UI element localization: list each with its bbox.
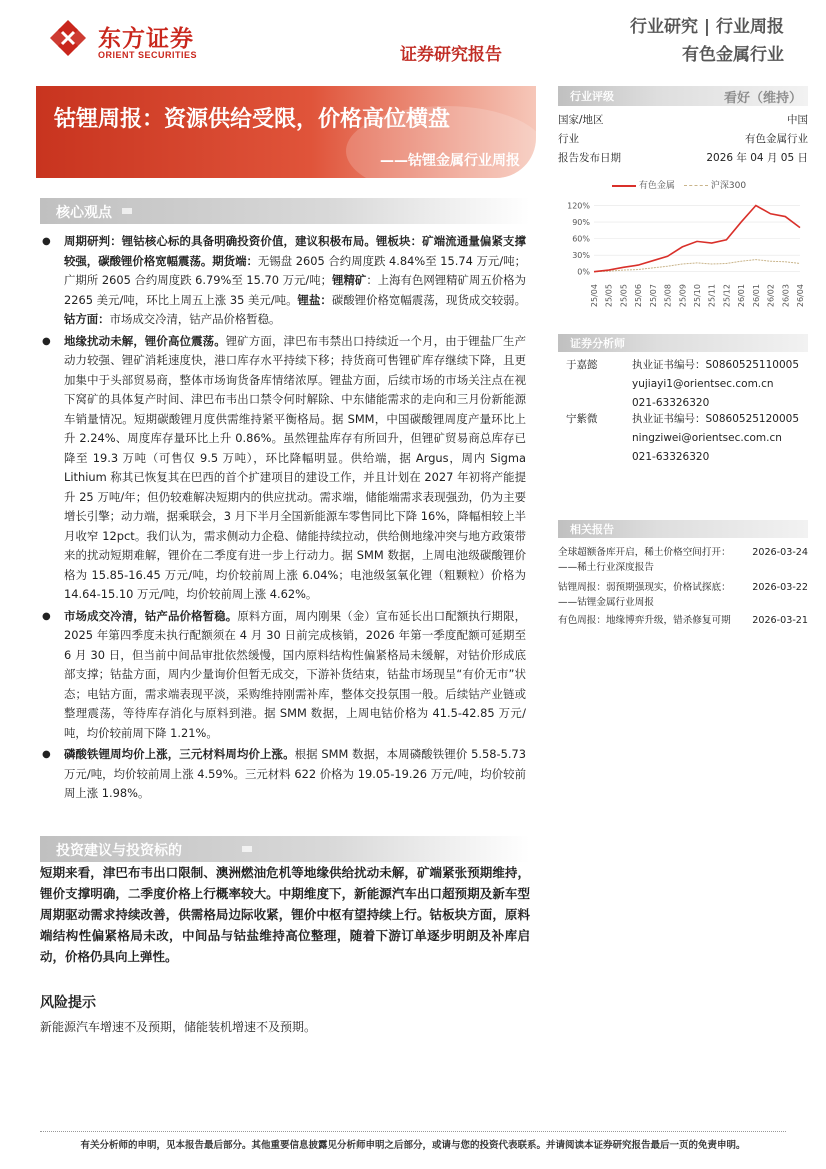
core-view-heading: 核心观点: [56, 205, 112, 221]
risk-text: 新能源汽车增速不及预期，储能装机增速不及预期。: [40, 1020, 317, 1034]
legend-swatch: [684, 185, 708, 186]
x-tick-label: 25/08: [663, 284, 673, 308]
x-tick-label: 26/02: [766, 284, 776, 308]
rating-bar: [558, 86, 808, 106]
heading-decoration: [242, 846, 252, 852]
rating-label: 行业评级: [570, 90, 614, 103]
performance-chart: [558, 194, 808, 324]
legend-item-nonferrous: [612, 178, 675, 191]
analyst-details: [632, 410, 799, 467]
x-tick-label: 26/01: [751, 284, 761, 308]
analyst-cert: 执业证书编号：S0860525120005: [632, 413, 800, 425]
x-tick-label: 25/05: [619, 284, 629, 308]
x-tick-label: 25/11: [707, 284, 717, 308]
analyst-name: 宁紫微: [566, 413, 598, 425]
x-tick-label: 25/09: [678, 284, 688, 308]
x-tick-label: 26/03: [781, 284, 791, 308]
bullet-lead: 钴方面：: [64, 312, 110, 326]
legend-item-hs300: [684, 178, 746, 191]
bullet-lead: 周期研判：锂钴核心标的具备明确投资价值，建议积极布局。锂板块：矿端流通量偏紧支撑较强，碳酸锂价格宽幅震荡。期货端：: [64, 234, 526, 268]
bullet-body: ：上海有色网锂精矿周五价格为 2265 美元/吨，环比上周五上涨 35 美元/吨。: [64, 273, 526, 307]
info-value: 有色金属行业: [745, 133, 808, 145]
heading-decoration: [122, 208, 132, 214]
series-line-hs300: [594, 260, 800, 272]
y-tick-label: 120%: [567, 201, 590, 211]
rating-value: 看好（维持）: [723, 91, 802, 106]
title-banner: [36, 86, 536, 178]
core-view-heading-bar: [40, 198, 530, 224]
legend-label: 有色金属: [638, 181, 675, 191]
document-type: 证券研究报告: [400, 45, 502, 65]
report-title: 钴锂周报：资源供给受限，价格高位横盘: [54, 107, 451, 132]
related-report[interactable]: [558, 613, 808, 628]
analyst-name: 于嘉懿: [566, 359, 598, 371]
x-tick-label: 25/07: [648, 284, 658, 308]
bullet-body: 锂矿方面，津巴布韦禁出口持续近一个月，由于锂盐厂生产动力较强、锂矿消耗速度快，港口库存水平持续下移；持货商可售锂矿库存继续下降，且更加集中于头部贸易商，整体市场询货备库情绪浓厚。锂盐方面，后续市场的市场关注点在视下窝矿的具体复产时间、津巴布韦出口禁令何时解除、中东储能需求的走向和三月份新能源车销量情况。短期碳酸锂月度供需维持紧平衡格局。据 SMM，中国碳酸锂周度产量环比上升 2.24%、周度库存量环比上升 0.86%。虽然锂盐库存有所回升，但锂矿贸易商总库存已降至 19.3 万吨（可售仅 9.5 万吨），环比降幅明显。供给端，据 Argus，周内 Sigma Lithium 称其已恢复其在巴西的首个扩建项目的建设工作，并且计划在 2027 年初将产能提升 25 万吨/年；但仍较难解决短期内的供应扰动。需求端，储能端需求表现强劲，仍为主要增长引擎；动力端，据乘联会，3 月下半月全国新能源车零售同比下降 16%，降幅相较上半月收窄 12pct。我们认为，需求侧动力企稳、储能持续拉动，供给侧地缘冲突与地方政策带来的扰动短期难解，锂价在二季度有进一步上行动力。据 SMM 数据，上周电池级碳酸锂价格为 15.85-16.45 万元/吨，均价较前周上涨 6.04%；电池级氢氧化锂（粗颗粒）价格为 14.64-15.10 万元/吨，均价较前周上涨 4.62%。: [64, 333, 526, 601]
bullet-lead: 市场成交冷清，钴产品价格暂稳。: [64, 608, 238, 623]
analyst-email[interactable]: yujiayi1@orientsec.com.cn: [632, 378, 774, 390]
bullet-lead: 锂盐：: [297, 292, 332, 307]
bullet-lead: 磷酸铁锂周均价上涨，三元材料周均价上涨。: [64, 747, 295, 761]
bullet-cycle: [40, 232, 526, 330]
info-label: 国家/地区: [558, 114, 604, 126]
info-value: 中国: [787, 114, 808, 126]
analyst-heading: 证券分析师: [570, 337, 625, 350]
related-date: 2026-03-22: [752, 582, 808, 593]
company-logo: [48, 18, 248, 60]
bullet-lead: 地缘扰动未解，锂价高位震荡。: [64, 333, 226, 348]
related-title: 有色周报：地缘博弈升级，错杀修复可期: [558, 615, 731, 626]
analyst-heading-bar: [558, 334, 808, 352]
related-title: 钴锂周报：弱预期强现实，价格试探底：: [558, 582, 731, 593]
related-date: 2026-03-24: [752, 547, 808, 558]
advice-heading: 投资建议与投资标的: [56, 843, 182, 859]
x-tick-label: 25/10: [693, 284, 702, 308]
logo-text-cn: 东方证券: [98, 26, 194, 52]
related-report[interactable]: [558, 580, 808, 610]
y-tick-label: 60%: [572, 234, 590, 244]
x-tick-label: 25/04: [590, 284, 599, 308]
x-tick-label: 25/12: [722, 284, 732, 308]
related-report[interactable]: [558, 545, 808, 575]
report-category: 行业研究 | 行业周报: [629, 17, 784, 37]
related-subtitle: ——稀土行业深度报告: [558, 562, 654, 573]
info-label: 行业: [558, 133, 579, 145]
bullet-body: 碳酸锂价格宽幅震荡，现货成交较弱。: [331, 292, 526, 307]
report-industry: 有色金属行业: [682, 45, 784, 65]
risk-heading: 风险提示: [40, 995, 96, 1011]
x-tick-label: 26/01: [737, 284, 747, 308]
related-heading-bar: [558, 520, 808, 538]
x-tick-label: 25/05: [604, 284, 614, 308]
bullet-body: 根据 SMM 数据，本周磷酸铁锂价 5.58-5.73 万元/吨，均价较前周上涨 4.59%。三元材料 622 价格为 19.05-19.26 万元/吨，均价较前周上涨 1.98%。: [64, 747, 526, 800]
legend-swatch: [612, 185, 636, 187]
y-tick-label: 0%: [577, 267, 590, 277]
info-row-region: [558, 112, 808, 127]
analyst-email[interactable]: ningziwei@orientsec.com.cn: [632, 432, 782, 444]
y-tick-label: 30%: [572, 251, 590, 261]
y-tick-label: 90%: [572, 218, 590, 228]
info-label: 报告发布日期: [558, 152, 621, 164]
related-heading: 相关报告: [570, 523, 614, 536]
bullet-body: 市场成交冷清，钴产品价格暂稳。: [109, 312, 281, 326]
info-row-industry: [558, 131, 808, 146]
bullet-materials: [40, 745, 526, 804]
advice-heading-bar: [40, 836, 530, 862]
bullet-cobalt: [40, 607, 526, 744]
orient-logo-icon: [48, 18, 88, 58]
footer-disclaimer: 有关分析师的申明，见本报告最后部分。其他重要信息披露见分析师申明之后部分，或请与您的投资代表联系。并请阅读本证券研究报告最后一页的免责申明。: [80, 1140, 746, 1151]
analyst-phone: 021-63326320: [632, 397, 710, 409]
report-subtitle: ——钴锂金属行业周报: [380, 153, 520, 169]
x-tick-label: 25/06: [634, 284, 644, 308]
info-value: 2026 年 04 月 05 日: [706, 152, 808, 164]
analyst-phone: 021-63326320: [632, 451, 710, 463]
advice-text: 短期来看，津巴布韦出口限制、澳洲燃油危机等地缘供给扰动未解，矿端紧张预期维持，锂价支撑明确，二季度价格上行概率较大。中期维度下，新能源汽车出口超预期及新车型周期驱动需求持续改善，供需格局边际收紧，锂价中枢有望持续上行。钴板块方面，原料端结构性偏紧格局未改，中间品与钴盐维持高位整理，随着下游订单逐步明朗及补库启动，价格仍具向上弹性。: [40, 865, 530, 964]
analyst-details: [632, 356, 799, 413]
logo-text-en: ORIENT SECURITIES: [98, 50, 198, 60]
related-subtitle: ——钴锂金属行业周报: [558, 597, 654, 608]
x-tick-label: 26/04: [796, 284, 805, 308]
info-row-date: [558, 150, 808, 165]
bullet-lithium: [40, 332, 526, 605]
related-date: 2026-03-21: [752, 615, 808, 626]
bullet-body: 无锡盘 2605 合约周度跌 4.84%至 15.74 万元/吨；广期所 2605 合约周度跌 6.79%至 15.70 万元/吨；: [64, 253, 526, 287]
analyst-cert: 执业证书编号：S0860525110005: [632, 359, 800, 371]
legend-label: 沪深300: [710, 181, 747, 191]
bullet-body: 原料方面，周内刚果（金）宣布延长出口配额执行期限，2025 年第四季度未执行配额须在 4 月 30 日前完成核销，2026 年第一季度配额可延期至 6 月 30 日，但当前中间品审批依然缓慢，国内原料结构性偏紧格局未缓解，对钴价形成底部支撑；钴盐方面，周内少量询价但暂无成交，下游补货结束，钴盐市场现呈“有价无市”状态；电钴方面，需求端表现平淡，采购维持刚需补库，整体交投氛围一般。后续钴产业链或整理震荡，等待库存消化与原料到港。据 SMM 数据，上周电钴价格为 41.5-42.85 万元/吨，均价较前周下降 1.21%。: [64, 608, 526, 740]
related-title: 全球超额备库开启，稀土价格空间打开：: [558, 547, 731, 558]
core-view-body: [40, 232, 526, 806]
footer-divider: [40, 1131, 786, 1132]
bullet-lead: 锂精矿: [332, 273, 367, 287]
